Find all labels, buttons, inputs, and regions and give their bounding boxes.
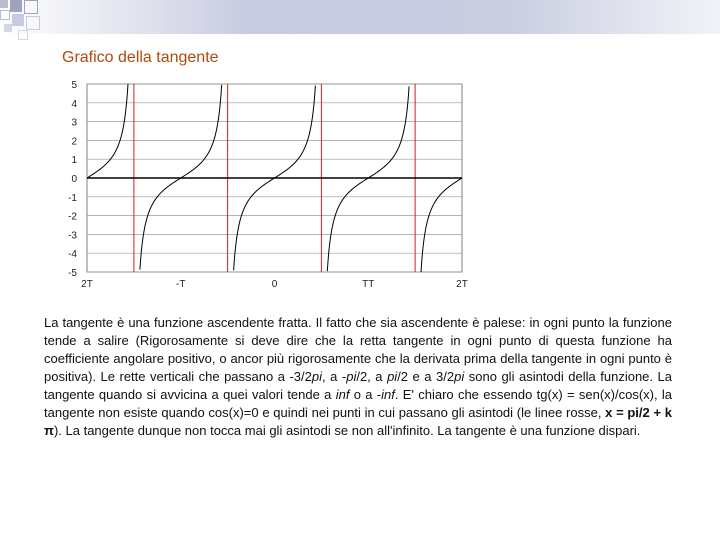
text-italic: pi <box>387 369 398 384</box>
description-paragraph <box>44 314 672 440</box>
y-tick-label: -2 <box>68 211 77 223</box>
text-run: /2, a <box>356 369 388 384</box>
y-tick-label: -4 <box>68 249 77 261</box>
corner-squares-decoration <box>0 0 60 44</box>
x-tick-label: -T <box>176 279 186 290</box>
text-run: La tangente è una funzione ascendente fratta. Il fatto che sia ascendente è palese: in ogni punto la funzione tende a salire (Rigorosamente si deve dire che la retta tangente in ogni punto di questa funzione ha coefficiente angolare positivo, o ancor più rigorosamente che la derivata prima della tangente in ogni punto è positiva). Le rette verticali che passano a -3/2 <box>44 315 672 384</box>
y-tick-label: 0 <box>71 174 77 185</box>
x-tick-label: 2T <box>456 279 468 290</box>
top-decorative-band <box>0 0 720 34</box>
x-tick-label: 2T <box>81 279 93 290</box>
text-run: /2 e a 3/2 <box>397 369 455 384</box>
text-run: ). La tangente dunque non tocca mai gli asintodi se non all'infinito. La tangente è una funzione dispari. <box>53 423 641 438</box>
text-run: , a - <box>322 369 347 384</box>
text-run: sono gli asintodi della funzione. La tangente quando si avvicina a quei valori tende a <box>44 369 672 402</box>
y-tick-label: 1 <box>71 155 77 167</box>
text-italic: pi <box>454 369 465 384</box>
text-run: o a - <box>349 387 382 402</box>
text-italic: pi <box>346 369 357 384</box>
y-tick-label: 2 <box>71 136 77 148</box>
tangent-chart <box>56 76 480 294</box>
y-tick-label: 4 <box>71 98 77 110</box>
y-tick-label: -1 <box>68 192 77 204</box>
asymptote-formula: x = pi/2 + k π <box>44 405 672 438</box>
y-tick-label: -5 <box>68 268 77 279</box>
x-tick-label: TT <box>362 279 375 290</box>
x-tick-label: 0 <box>271 279 278 290</box>
y-tick-label: 3 <box>71 117 77 129</box>
text-italic: inf <box>381 387 395 402</box>
text-italic: inf <box>335 387 350 402</box>
y-tick-label: 5 <box>71 80 77 91</box>
text-run: . E' chiaro che essendo tg(x) = sen(x)/cos(x), la tangente non esiste quando cos(x)=0 e quindi nei punti in cui passano gli asintodi (le linee rosse, <box>44 387 673 420</box>
slide-title: Grafico della tangente <box>62 49 219 66</box>
text-italic: pi <box>311 369 323 384</box>
y-tick-label: -3 <box>68 230 77 242</box>
